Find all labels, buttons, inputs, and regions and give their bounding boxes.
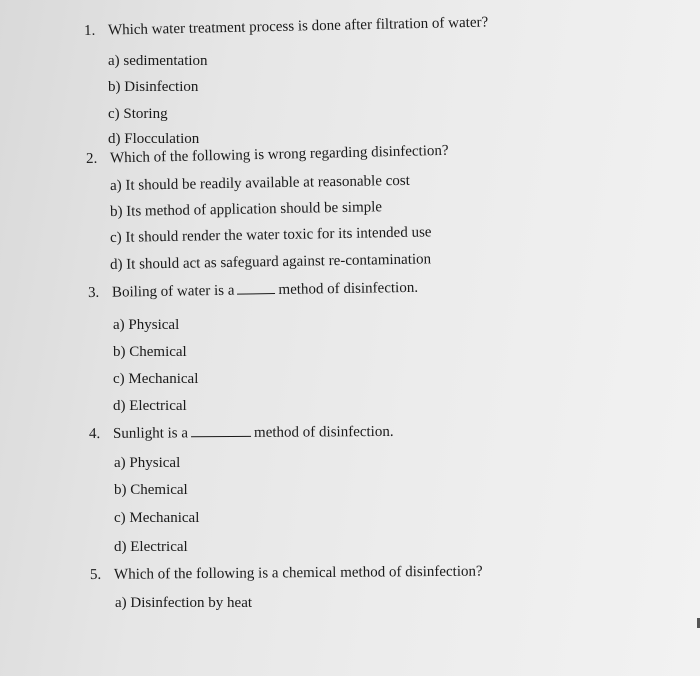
- question-2-option-b: b) Its method of application should be simple: [109, 199, 383, 220]
- question-2-option-d: d) It should act as safeguard against re-contamination: [109, 251, 432, 273]
- question-3: [88, 279, 418, 302]
- question-3-option-c: c) Mechanical: [113, 371, 199, 387]
- question-1: [84, 14, 489, 40]
- question-2-text: Which of the following is wrong regarding disinfection?: [109, 142, 449, 167]
- question-1-option-b: b) Disinfection: [108, 79, 199, 95]
- question-3-option-b: b) Chemical: [113, 344, 187, 360]
- question-4-number: 4.: [88, 425, 101, 442]
- question-3-option-a: a) Physical: [113, 317, 180, 333]
- question-3-option-d: d) Electrical: [113, 398, 187, 414]
- question-5-option-a: a) Disinfection by heat: [115, 595, 253, 611]
- question-1-option-c: c) Storing: [108, 106, 168, 122]
- question-5-number: 5.: [89, 566, 102, 583]
- question-1-option-a: a) sedimentation: [108, 53, 208, 69]
- question-3-number: 3.: [87, 284, 100, 301]
- question-1-number: 1.: [83, 22, 96, 39]
- question-4-text-before: Sunlight is a: [112, 425, 189, 442]
- question-2-option-a: a) It should be readily available at reasonable cost: [109, 172, 410, 194]
- question-4-option-c: c) Mechanical: [114, 510, 200, 526]
- question-1-text: Which water treatment process is done after filtration of water?: [107, 14, 489, 39]
- question-5-text: Which of the following is a chemical method of disinfection?: [113, 563, 483, 583]
- question-3-text-before: Boiling of water is a: [111, 282, 235, 301]
- question-5: [90, 563, 483, 584]
- question-4-blank: [191, 424, 251, 437]
- question-2-option-c: c) It should render the water toxic for its intended use: [109, 224, 432, 246]
- question-2-number: 2.: [85, 150, 98, 167]
- question-1-option-d: d) Flocculation: [108, 131, 200, 147]
- question-4-option-d: d) Electrical: [114, 539, 188, 555]
- question-3-blank: [237, 281, 275, 295]
- question-4: [89, 423, 394, 443]
- question-4-text-after: method of disinfection.: [253, 423, 394, 441]
- question-4-option-a: a) Physical: [114, 455, 181, 471]
- question-4-option-b: b) Chemical: [114, 482, 188, 498]
- question-3-text-after: method of disinfection.: [278, 279, 419, 299]
